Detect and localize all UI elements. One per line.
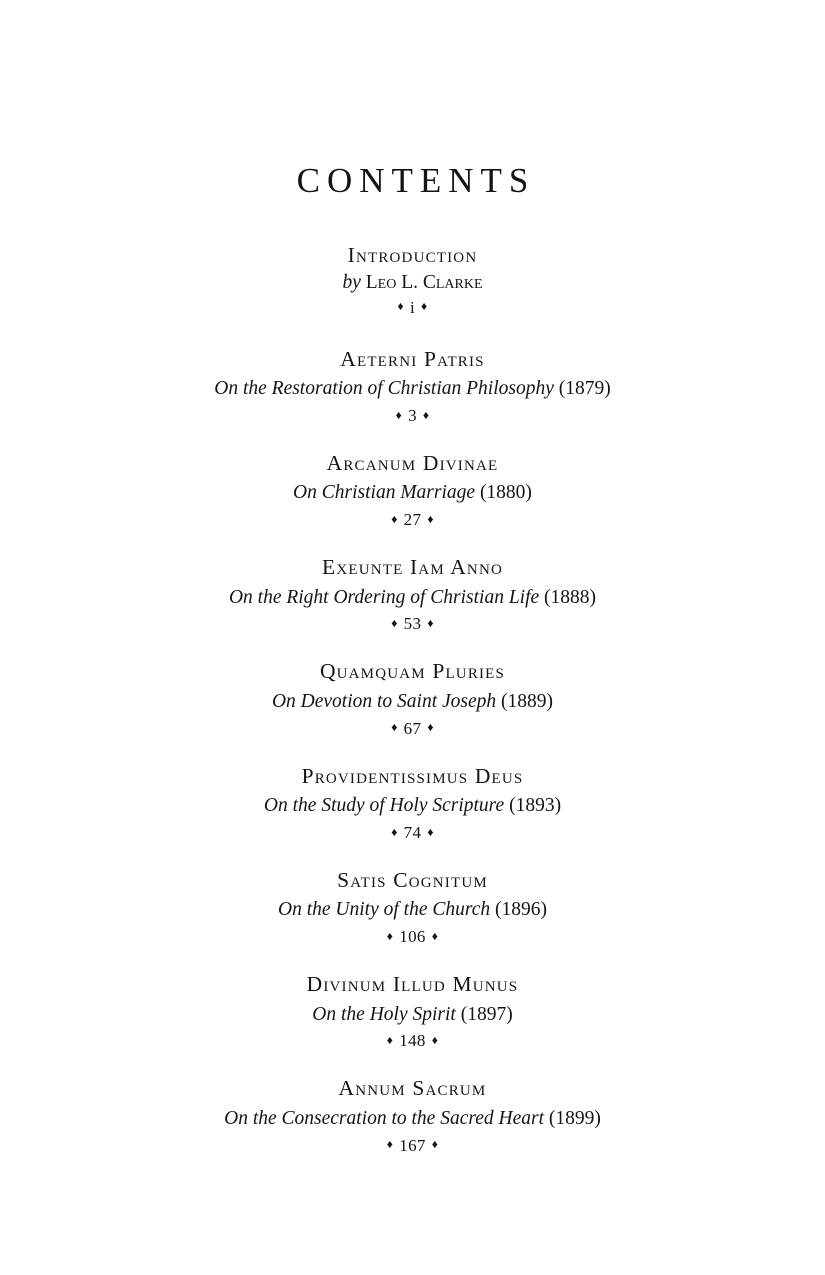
toc-entry-page: [0, 1031, 825, 1051]
bullet-icon: ♦: [391, 511, 398, 526]
page-number: 106: [399, 927, 426, 947]
subtitle-year: (1889): [501, 690, 554, 712]
byline-prefix: by: [342, 271, 366, 293]
subtitle-year: (1899): [548, 1107, 601, 1129]
bullet-icon: ♦: [427, 720, 434, 735]
bullet-icon: ♦: [427, 616, 434, 631]
page-number: i: [409, 297, 416, 317]
toc-entry-introduction[interactable]: [0, 242, 825, 318]
bullet-icon: ♦: [391, 720, 398, 735]
bullet-icon: ♦: [386, 1033, 394, 1048]
toc-entry-subtitle: [0, 585, 825, 611]
toc-entry-arcanum-divinae[interactable]: [0, 450, 825, 530]
subtitle-text: On the Holy Spirit: [312, 1003, 456, 1025]
toc-entry-subtitle: [0, 376, 825, 402]
toc-entry-title: Exeunte Iam Anno: [322, 555, 503, 580]
page-number: 53: [403, 614, 422, 634]
toc-entry-divinum-illud-munus[interactable]: [0, 971, 825, 1051]
toc-entry-page: [0, 406, 825, 426]
subtitle-text: On the Restoration of Christian Philosophy: [214, 378, 554, 400]
bullet-icon: ♦: [391, 616, 398, 631]
bullet-icon: ♦: [386, 928, 394, 943]
toc-entry-title: Annum Sacrum: [338, 1076, 487, 1101]
toc-entry-title: Divinum Illud Munus: [306, 972, 519, 997]
bullet-icon: ♦: [391, 824, 398, 839]
subtitle-year: (1893): [509, 795, 562, 817]
subtitle-text: On the Consecration to the Sacred Heart: [224, 1107, 545, 1129]
toc-entry-byline: [0, 272, 825, 294]
page-number: 67: [403, 718, 422, 738]
toc-entry-title: Quamquam Pluries: [319, 659, 506, 684]
subtitle-year: (1880): [479, 482, 532, 504]
bullet-icon: ♦: [397, 299, 404, 314]
toc-entry-page: [0, 927, 825, 947]
subtitle-text: On Devotion to Saint Joseph: [271, 690, 497, 712]
bullet-icon: ♦: [431, 1137, 439, 1152]
bullet-icon: ♦: [427, 511, 434, 526]
page-number: 148: [399, 1031, 426, 1051]
subtitle-text: On the Study of Holy Scripture: [263, 795, 505, 817]
bullet-icon: ♦: [422, 407, 430, 422]
toc-entry-subtitle: [0, 897, 825, 923]
page-number: 74: [403, 822, 422, 842]
toc-entry-quamquam-pluries[interactable]: [0, 658, 825, 738]
subtitle-text: On the Unity of the Church: [278, 899, 491, 921]
page-number: 3: [408, 405, 417, 425]
toc-entry-subtitle: [0, 1002, 825, 1028]
toc-entry-title: Arcanum Divinae: [326, 450, 499, 475]
bullet-icon: ♦: [431, 1033, 439, 1048]
subtitle-year: (1879): [558, 378, 611, 400]
page-number: 167: [399, 1135, 426, 1155]
toc-entry-subtitle: [0, 689, 825, 715]
page-title: CONTENTS: [296, 161, 536, 200]
toc-entry-title: Providentissimus Deus: [301, 763, 524, 788]
toc-entry-page: [0, 823, 825, 843]
subtitle-year: (1896): [495, 899, 547, 921]
toc-entry-page: [0, 614, 825, 634]
toc-entry-title: Introduction: [347, 243, 478, 267]
page-number: 27: [403, 510, 422, 530]
toc-entry-subtitle: [0, 1106, 825, 1132]
toc-entry-title: Satis Cognitum: [337, 867, 488, 892]
toc-entry-satis-cognitum[interactable]: [0, 867, 825, 947]
toc-entry-page: [0, 1136, 825, 1156]
bullet-icon: ♦: [431, 928, 439, 943]
toc-entry-page: [0, 719, 825, 739]
bullet-icon: ♦: [386, 1137, 394, 1152]
toc-entry-providentissimus-deus[interactable]: [0, 763, 825, 843]
bullet-icon: ♦: [427, 824, 434, 839]
toc-entry-title: Aeterni Patris: [340, 346, 485, 371]
subtitle-year: (1888): [544, 586, 597, 608]
table-of-contents: [0, 242, 825, 1156]
subtitle-year: (1897): [460, 1003, 513, 1025]
toc-entry-exeunte-iam-anno[interactable]: [0, 554, 825, 634]
subtitle-text: On Christian Marriage: [293, 482, 476, 504]
byline-author: Leo L. Clarke: [365, 271, 483, 293]
toc-entry-page: [0, 510, 825, 530]
bullet-icon: ♦: [395, 407, 403, 422]
subtitle-text: On the Right Ordering of Christian Life: [228, 586, 540, 608]
toc-entry-annum-sacrum[interactable]: [0, 1075, 825, 1155]
bullet-icon: ♦: [421, 299, 428, 314]
toc-entry-subtitle: [0, 480, 825, 506]
toc-entry-subtitle: [0, 793, 825, 819]
toc-entry-page: [0, 298, 825, 318]
toc-entry-aeterni-patris[interactable]: [0, 346, 825, 426]
